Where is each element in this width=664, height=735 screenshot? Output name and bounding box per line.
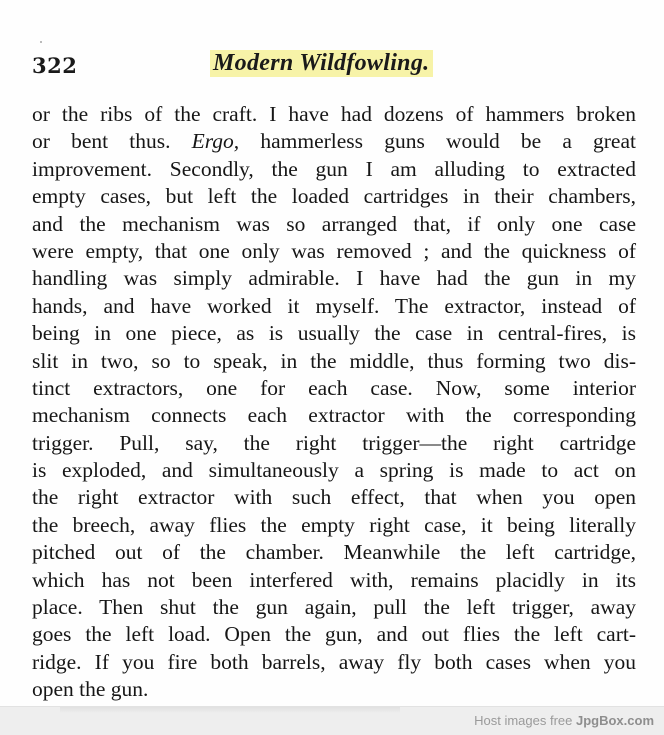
text-line-last: open the gun. <box>32 677 149 702</box>
running-head <box>210 50 433 77</box>
text-line: empty cases, but left the loaded cartridges in their chambers, <box>32 184 636 209</box>
text-fragment: hammerless guns would be a great <box>260 129 636 154</box>
italic-word: Ergo, <box>191 129 240 154</box>
text-line: the right extractor with such effect, that when you open <box>32 485 636 510</box>
text-line: tinct extractors, one for each case. Now, some interior <box>32 375 636 400</box>
body-text <box>32 101 636 704</box>
text-line: pitched out of the chamber. Meanwhile the left cartridge, <box>32 540 636 565</box>
host-footer-bar <box>0 706 664 735</box>
text-line-with-italic <box>32 128 636 155</box>
text-line: handling was simply admirable. I have had the gun in my <box>32 266 636 291</box>
text-line: trigger. Pull, say, the right trigger—the right cartridge <box>32 430 636 455</box>
text-line: goes the left load. Open the gun, and out flies the left cart- <box>32 622 636 647</box>
text-fragment: or bent thus. <box>32 129 192 154</box>
text-line: improvement. Secondly, the gun I am alluding to extracted <box>32 156 636 181</box>
page-number: 322 <box>32 53 78 78</box>
running-head-punct: . <box>423 50 430 76</box>
text-line: place. Then shut the gun again, pull the left trigger, away <box>32 595 636 620</box>
text-line: and the mechanism was so arranged that, if only one case <box>32 211 636 236</box>
text-line: hands, and have worked it myself. The extractor, instead of <box>32 293 636 318</box>
text-line: is exploded, and simultaneously a spring is made to act on <box>32 458 636 483</box>
text-line: or the ribs of the craft. I have had dozens of hammers broken <box>32 102 636 126</box>
paper-speck <box>40 41 42 43</box>
text-line: the breech, away flies the empty right case, it being literally <box>32 512 636 537</box>
text-line: being in one piece, as is usually the case in central-fires, is <box>32 321 636 346</box>
text-line: ridge. If you fire both barrels, away fly both cases when you <box>32 649 636 674</box>
text-line: mechanism connects each extractor with the corresponding <box>32 403 636 428</box>
host-watermark[interactable] <box>474 713 654 728</box>
watermark-brand: JpgBox.com <box>575 713 654 728</box>
watermark-prefix: Host images free <box>474 713 576 728</box>
text-line: which has not been interfered with, remains placidly in its <box>32 567 636 592</box>
text-line: were empty, that one only was removed ; and the quickness of <box>32 238 636 263</box>
page-header <box>32 50 636 84</box>
running-head-title: Modern Wildfowling <box>213 50 424 76</box>
cut-off-next-line <box>60 707 400 713</box>
text-line: slit in two, so to speak, in the middle, thus forming two dis- <box>32 348 636 373</box>
